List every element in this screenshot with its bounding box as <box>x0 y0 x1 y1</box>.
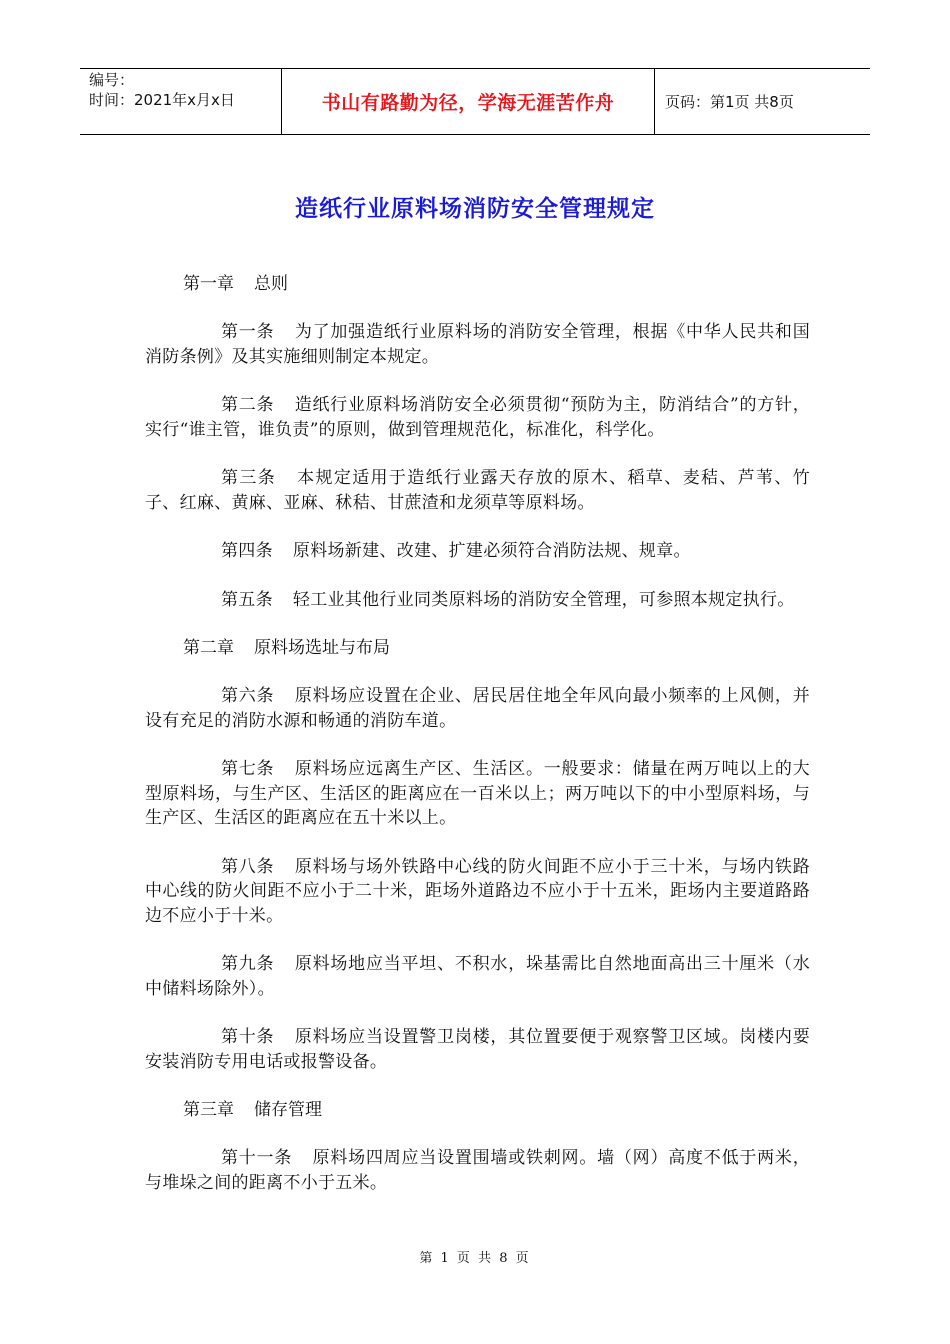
article-number: 第四条 <box>221 541 273 561</box>
chapter-number: 第一章 <box>183 274 234 294</box>
header-slogan: 书山有路勤为径，学海无涯苦作舟 <box>281 69 655 134</box>
page-footer: 第 1 页 共 8 页 <box>419 1251 531 1266</box>
header-number-label: 编号： <box>89 71 135 89</box>
header-table <box>80 68 870 135</box>
article-number: 第二条 <box>221 395 275 415</box>
chapter-heading <box>145 1098 810 1122</box>
article <box>145 757 810 831</box>
article <box>145 588 810 613</box>
article <box>145 320 810 369</box>
article-text: 原料场应设置在企业、居民居住地全年风向最小频率的上风侧，并设有充足的消防水源和畅通的消防车道。 <box>145 686 810 731</box>
chapter-number: 第三章 <box>183 1100 234 1120</box>
article-text: 原料场地应当平坦、不积水，垛基需比自然地面高出三十厘米（水中储料场除外）。 <box>145 954 810 999</box>
article-text: 造纸行业原料场消防安全必须贯彻“预防为主，防消结合”的方针，实行“谁主管，谁负责”的原则，做到管理规范化，标准化，科学化。 <box>145 395 810 440</box>
document-body <box>145 272 810 1219</box>
article <box>145 684 810 733</box>
chapter-number: 第二章 <box>183 638 234 658</box>
chapter-name: 原料场选址与布局 <box>254 638 390 658</box>
article-text: 为了加强造纸行业原料场的消防安全管理，根据《中华人民共和国消防条例》及其实施细则制定本规定。 <box>145 322 810 367</box>
article <box>145 539 810 564</box>
article-number: 第九条 <box>221 954 275 974</box>
article-text: 本规定适用于造纸行业露天存放的原木、稻草、麦秸、芦苇、竹子、红麻、黄麻、亚麻、秫秸、甘蔗渣和龙须草等原料场。 <box>145 468 811 513</box>
article-number: 第八条 <box>221 856 275 877</box>
article <box>145 466 810 515</box>
article-number: 第六条 <box>221 686 275 706</box>
article <box>145 1025 810 1074</box>
chapter-name: 总则 <box>254 274 288 294</box>
article <box>145 1146 810 1195</box>
article-number: 第三条 <box>221 468 277 488</box>
header-time-label: 时间：2021年x月x日 <box>89 91 235 109</box>
chapter-name: 储存管理 <box>254 1100 322 1120</box>
article-number: 第十条 <box>221 1027 275 1047</box>
article <box>145 952 810 1001</box>
article-text: 原料场四周应当设置围墙或铁刺网。墙（网）高度不低于两米，与堆垛之间的距离不小于五米。 <box>145 1148 810 1193</box>
article-text: 轻工业其他行业同类原料场的消防安全管理，可参照本规定执行。 <box>292 589 795 610</box>
article <box>145 393 810 442</box>
article-number: 第十一条 <box>221 1148 293 1168</box>
article-number: 第七条 <box>221 759 275 779</box>
article <box>145 855 810 929</box>
article-text: 原料场新建、改建、扩建必须符合消防法规、规章。 <box>292 541 691 561</box>
article-number: 第五条 <box>221 589 273 610</box>
chapter-heading <box>145 272 810 296</box>
header-left-cell <box>80 69 281 134</box>
header-page-info: 页码：第1页 共8页 <box>665 93 794 111</box>
article-text: 原料场应当设置警卫岗楼，其位置要便于观察警卫区域。岗楼内要安装消防专用电话或报警设备。 <box>145 1027 810 1072</box>
document-title: 造纸行业原料场消防安全管理规定 <box>295 196 655 222</box>
chapter-heading <box>145 636 810 660</box>
article-text: 原料场与场外铁路中心线的防火间距不应小于三十米，与场内铁路中心线的防火间距不应小于二十米，距场外道路边不应小于十五米，距场内主要道路路边不应小于十米。 <box>145 856 810 926</box>
article-text: 原料场应远离生产区、生活区。一般要求：储量在两万吨以上的大型原料场，与生产区、生活区的距离应在一百米以上；两万吨以下的中小型原料场，与生产区、生活区的距离应在五十米以上。 <box>145 759 810 828</box>
article-number: 第一条 <box>221 322 275 342</box>
